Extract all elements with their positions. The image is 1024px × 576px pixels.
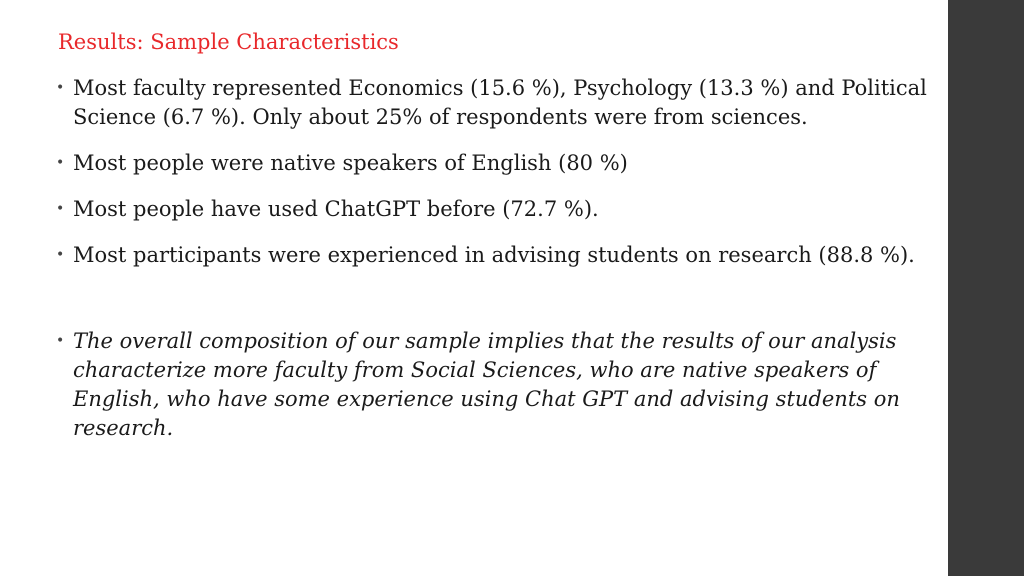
bullet-text: The overall composition of our sample implies that the results of our analysis characterize more faculty from Social Sciences, who are native speakers of English, who have some experience using Chat GPT and advising students on research. [73,329,900,440]
bullet-marker: • [56,333,65,349]
bullet-marker: • [56,247,65,263]
bullet-item-chatgpt-use [56,195,928,224]
bullet-item-advising [56,241,928,270]
bullet-text: Most people have used ChatGPT before (72.7 %). [73,197,599,221]
slide-title: Results: Sample Characteristics [58,30,399,54]
bullet-text: Most people were native speakers of English (80 %) [73,151,628,175]
bullet-item-faculty [56,74,928,132]
bullet-marker: • [56,80,65,96]
bullet-item-native-speakers [56,149,928,178]
bullet-text: Most participants were experienced in advising students on research (88.8 %). [73,243,915,267]
bullet-marker: • [56,201,65,217]
bullet-spacer [56,287,928,327]
side-bar [948,0,1024,576]
bullet-marker: • [56,155,65,171]
bullet-item-conclusion [56,327,928,443]
bullet-list [56,74,928,460]
bullet-text: Most faculty represented Economics (15.6 %), Psychology (13.3 %) and Political Science (6.7 %). Only about 25% of respondents were from sciences. [73,76,927,129]
